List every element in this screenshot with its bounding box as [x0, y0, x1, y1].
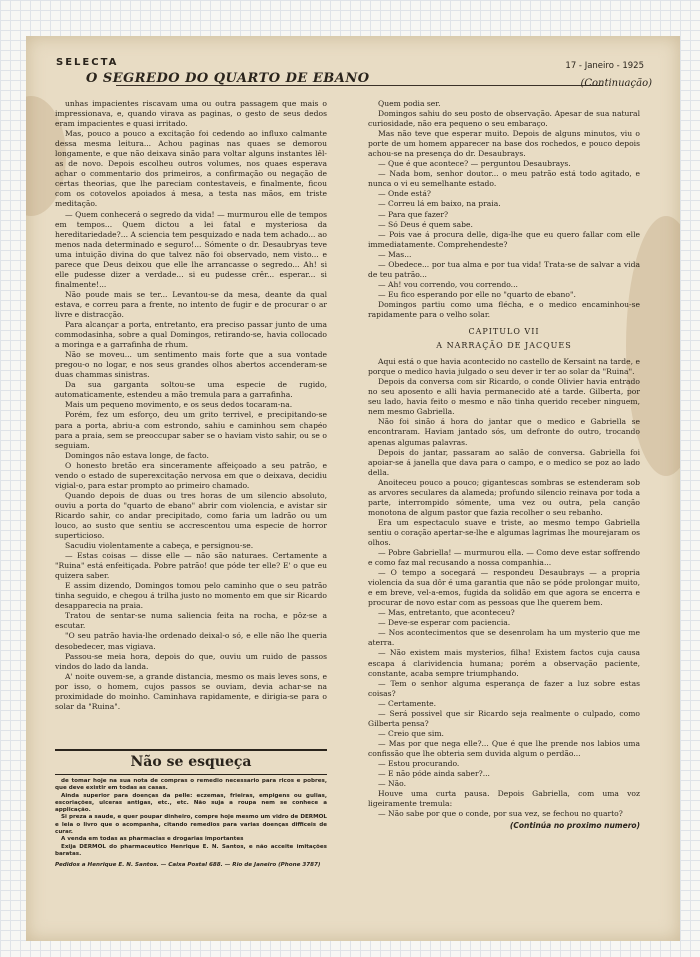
paragraph: Sacudiu violentamente a cabeça, e persignou-se.	[65, 541, 254, 551]
magazine-page	[26, 36, 680, 941]
paragraph: Mas não teve que esperar muito. Depois de alguns minutos, viu o porte de um homem apparecer na base dos rochedos, e pouco depois achou-se na presença do dr. Desaubrays.	[368, 129, 640, 159]
paragraph: Porém, fez um esforço, deu um grito terrivel, e precipitando-se para a porta, abriu-a com estrondo, sahiu e caminhou sem chapéo para a praia, sem se preoccupar saber se o haviam visto sahir, ou se o seguiam.	[55, 410, 327, 450]
story-title: O SEGREDO DO QUARTO DE EBANO	[86, 71, 370, 86]
paragraph: — Onde está?	[378, 189, 431, 199]
left-column	[55, 99, 327, 743]
paragraph: — Só Deus é quem sabe.	[378, 219, 473, 229]
paragraph: — Quem conhecerá o segredo da vida! — murmurou elle de tempos em tempos... Quem dictou a lei fatal e mysteriosa da hereditariedade?... A sciencia tem pesquizado e nada tem achado... ao menos nada determinado e seguro!... Sómente o dr. Desaubryas teve uma intuição divina do que talvez não foi observado, nem visto... e parece que Deus deixou que elle lhe arrancasse o segredo... Ah! si elle pudesse dizer a verdade... si eu pudesse crêr... esperar... si finalmente!...	[55, 209, 327, 289]
paragraph: — Nada bom, senhor doutor... o meu patrão está todo agitado, e nunca o vi eu semelhante estado.	[368, 169, 640, 189]
paragraph: — Para que fazer?	[378, 209, 449, 219]
paragraph: Quando depois de duas ou tres horas de um silencio absoluto, ouviu a porta do "quarto de ebano" abrir com violencia, e avistar sir Ricardo sahir, co andar precipitado, como faria um ladrão ou um louco, ao susto que sentiu se accrescentou uma especie de horror superticioso.	[55, 490, 327, 541]
paragraph: — Que é que acontece? — perguntou Desaubrays.	[378, 159, 571, 169]
paragraph: Não se moveu... um sentimento mais forte que a sua vontade pregou-o no logar, e nos seus grandes olhos abertos accenderam-se duas chammas sinistras.	[55, 350, 327, 380]
ad-paragraph: Exija DERMOL do pharmaceutico Henrique E. N. Santos, e não acceite imitações baratas.	[55, 843, 327, 857]
paragraph: Quem podia ser.	[378, 99, 441, 108]
paragraph: Depois da conversa com sir Ricardo, o conde Olivier havia entrado no seu aposento e alli havia permanecido até a tarde. Gilberta, por seu lado, havia feito o mesmo e não tinha querido receber ninguem, nem mesmo Gabriella.	[368, 377, 640, 417]
paragraph: Domingos partiu como uma flécha, e o medico encaminhou-se rapidamente para o velho solar.	[368, 299, 640, 319]
to-be-continued-note: (Continúa no proximo numero)	[509, 821, 640, 831]
ad-paragraph: de tomar hoje na sua nota de compras o remedio necessario para ricos e pobres, que deve existir em todas as casas.	[55, 778, 327, 792]
ad-paragraph: Ainda superior para doenças da pelle: eczemas, frieiras, empigens ou gulias, escoriações, ulceras antigas, etc., etc. Não suja a roupa nem se conhece a applicação.	[55, 792, 327, 814]
paragraph: — Estou procurando.	[378, 759, 460, 768]
paragraph: Para alcançar a porta, entretanto, era preciso passar junto de uma commodasinha, sobre a qual Domingos, retirando-se, havia collocado a moringa e a garrafinha de rhum.	[55, 320, 327, 350]
paragraph: "O seu patrão havia-lhe ordenado deixal-o só, e elle não lhe queria desobedecer, mas vigiava.	[55, 631, 327, 651]
page-header	[56, 57, 652, 101]
dermol-advertisement	[55, 749, 327, 909]
continuation-label: (Continuação)	[580, 78, 652, 89]
chapter-number: CAPITULO VII	[468, 327, 540, 337]
paragraph: — Eu fico esperando por elle no "quarto de ebano".	[378, 289, 576, 299]
paragraph: — Pobre Gabriella! — murmurou ella. — Como deve estar soffrendo e como faz mal recusando a nossa companhia...	[368, 548, 640, 568]
ad-title-rule	[55, 774, 327, 775]
issue-date: 17 - Janeiro - 1925	[565, 61, 644, 71]
paragraph: — Não existem mais mysterios, filha! Existem factos cuja causa escapa á clarividencia humana; porém a observação paciente, constante, acaba sempre triumphando.	[368, 648, 640, 678]
paragraph: Mas, pouco a pouco a excitação foi cedendo ao influxo calmante dessa mesma leitura... Achou paginas nas quaes se demorou longamente, e que não deixava sinão para voltar alguns instantes lêl-as de novo. Depois escolheu outros volumes, nos quaes esperava achar o commentario dos primeiros, a confirmação ou negação de certas theorias, que lhe pareciam contestaveis, e finalmente, ficou com os cotovelos apoiados á mesa, a testa nas mãos, em triste meditação.	[55, 129, 327, 209]
paragraph: Domingos sahiu do seu posto de observação. Apesar de sua natural curiosidade, não era pequeno o seu embaraço.	[368, 109, 640, 129]
paragraph: — Será possivel que sir Ricardo seja realmente o culpado, como Gilberta pensa?	[368, 708, 640, 728]
paragraph: Não foi sinão á hora do jantar que o medico e Gabriella se encontraram. Haviam jantado sós, um defronte do outro, trocando apenas algumas palavras.	[368, 417, 640, 447]
paragraph: O honesto bretão era sinceramente affeiçoado a seu patrão, e vendo o estado de superexcitação nervosa em que o deixava, decidiu vigial-o, para estar prompto ao primeiro chamado.	[55, 460, 327, 490]
paragraph: E assim dizendo, Domingos tomou pelo caminho que o seu patrão tinha seguido, e chegou á trilha justo no momento em que sir Ricardo desapparecia na praia.	[55, 581, 327, 611]
paragraph: — Pois vae á procura delle, diga-lhe que eu quero fallar com elle immediatamente. Comprehendeste?	[368, 229, 640, 249]
ad-body	[55, 778, 327, 858]
paragraph: — Deve-se esperar com paciencia.	[378, 618, 511, 628]
magazine-name: SELECTA	[56, 57, 119, 68]
paragraph: Depois do jantar, passaram ao salão de conversa. Gabriella foi apoiar-se á janella que dava para o campo, e o medico se poz ao lado della.	[368, 447, 640, 477]
header-rule	[116, 85, 602, 86]
paragraph: — Nos acontecimentos que se desenrolam ha um mysterio que me aterra.	[368, 628, 640, 648]
paragraph: A' noite ouvem-se, a grande distancia, mesmo os mais leves sons, e por isso, o homem, cujos passos se ouviam, devia achar-se na proximidade do moinho. Caminhava rapidamente, e dirigia-se para o solar da "Ruina".	[55, 671, 327, 711]
paragraph: — Mas, entretanto, que aconteceu?	[378, 608, 515, 618]
paragraph: Era um espectaculo suave e triste, ao mesmo tempo Gabriella sentiu o coração apertar-se-lhe e algumas lagrimas lhe mourejaram os olhos.	[368, 517, 640, 547]
paragraph: Domingos não estava longe, de facto.	[65, 450, 209, 460]
paragraph: — Obedece... por tua alma e por tua vida! Trata-se de salvar a vida de teu patrão...	[368, 259, 640, 279]
paragraph: Mais um pequeno movimento, e os seus dedos tocaram-na.	[65, 400, 293, 410]
paragraph: Passou-se meia hora, depois do que, ouviu um ruido de passos vindos do lado da landa.	[55, 651, 327, 671]
paragraph: Da sua garganta soltou-se uma especie de rugido, automaticamente, estendeu a mão tremula para a garrafinha.	[55, 380, 327, 400]
paragraph: — O tempo a socegará — respondeu Desaubrays — a propria violencia da sua dôr é uma garantia que não se póde prolongar muito, e em breve, vel-a-emos, fugida da solidão em que agora se encerra e procurar de novo estar com as pessoas que lhe querem bem.	[368, 568, 640, 608]
paragraph: — Estas coisas — disse elle — não são naturaes. Certamente a "Ruina" está enfeitiçada. Pobre patrão! que póde ter elle? E' o que eu quizera saber.	[55, 551, 327, 581]
ad-paragraph: A venda em todas as pharmacias e drogarias importantes	[61, 836, 244, 843]
paragraph: — E não póde ainda saber?...	[378, 769, 490, 779]
paragraph: — Tem o senhor alguma esperança de fazer a luz sobre estas coisas?	[368, 678, 640, 698]
paragraph: Houve uma curta pausa. Depois Gabriella, com uma voz ligeiramente tremula:	[368, 789, 640, 809]
paragraph: — Creio que sim.	[378, 728, 444, 738]
paragraph: Não poude mais se ter... Levantou-se da mesa, deante da qual estava, e correu para a frente, no intento de fugir e de procurar o ar livre e distracção.	[55, 289, 327, 319]
paragraph: — Certamente.	[378, 698, 437, 708]
paragraph: unhas impacientes riscavam uma ou outra passagem que mais o impressionava, e, quando virava as paginas, o gesto de seus dedos eram impacientes e quasi irritado.	[55, 99, 327, 129]
paragraph: — Não sabe por que o conde, por sua vez, se fechou no quarto?	[378, 809, 623, 819]
paragraph: — Não.	[378, 779, 407, 789]
chapter-title: A NARRAÇÃO DE JACQUES	[436, 341, 572, 351]
ad-address: Pedidos a Henrique E. N. Santos. — Caixa Postal 688. — Rio de Janeiro (Phone 3787)	[55, 862, 321, 869]
ad-top-rule	[55, 749, 327, 751]
paragraph: Aqui está o que havia acontecido no castello de Kersaint na tarde, e porque o medico havia julgado o seu dever ir ter ao solar da "Ruina".	[368, 357, 640, 377]
right-column	[368, 99, 640, 889]
paragraph: — Correu lá em baixo, na praia.	[378, 199, 501, 209]
paragraph: Anoiteceu pouco a pouco; gigantescas sombras se estenderam sob as arvores seculares da alameda; profundo silencio reinava por toda a parte, interrompido sómente, uma vez ou outra, pela canção monotona de algum pastor que fazia recolher o seu rebanho.	[368, 477, 640, 517]
paragraph: — Mas por que nega elle?... Que é que lhe prende nos labios uma confissão que lhe obteria sem duvida algum o perdão...	[368, 738, 640, 758]
paragraph: — Mas...	[378, 249, 412, 259]
paragraph: Tratou de sentar-se numa saliencia feita na rocha, e pôz-se a escutar.	[55, 611, 327, 631]
ad-paragraph: Si preza a saude, e quer poupar dinheiro, compre hoje mesmo um vidro de DERMOL e leia o livro que o acompanha, citando remedios para varias doenças difficeis de curar.	[55, 814, 327, 836]
ad-title: Não se esqueça	[130, 754, 252, 770]
paragraph: — Ah! vou correndo, vou correndo...	[378, 279, 518, 289]
